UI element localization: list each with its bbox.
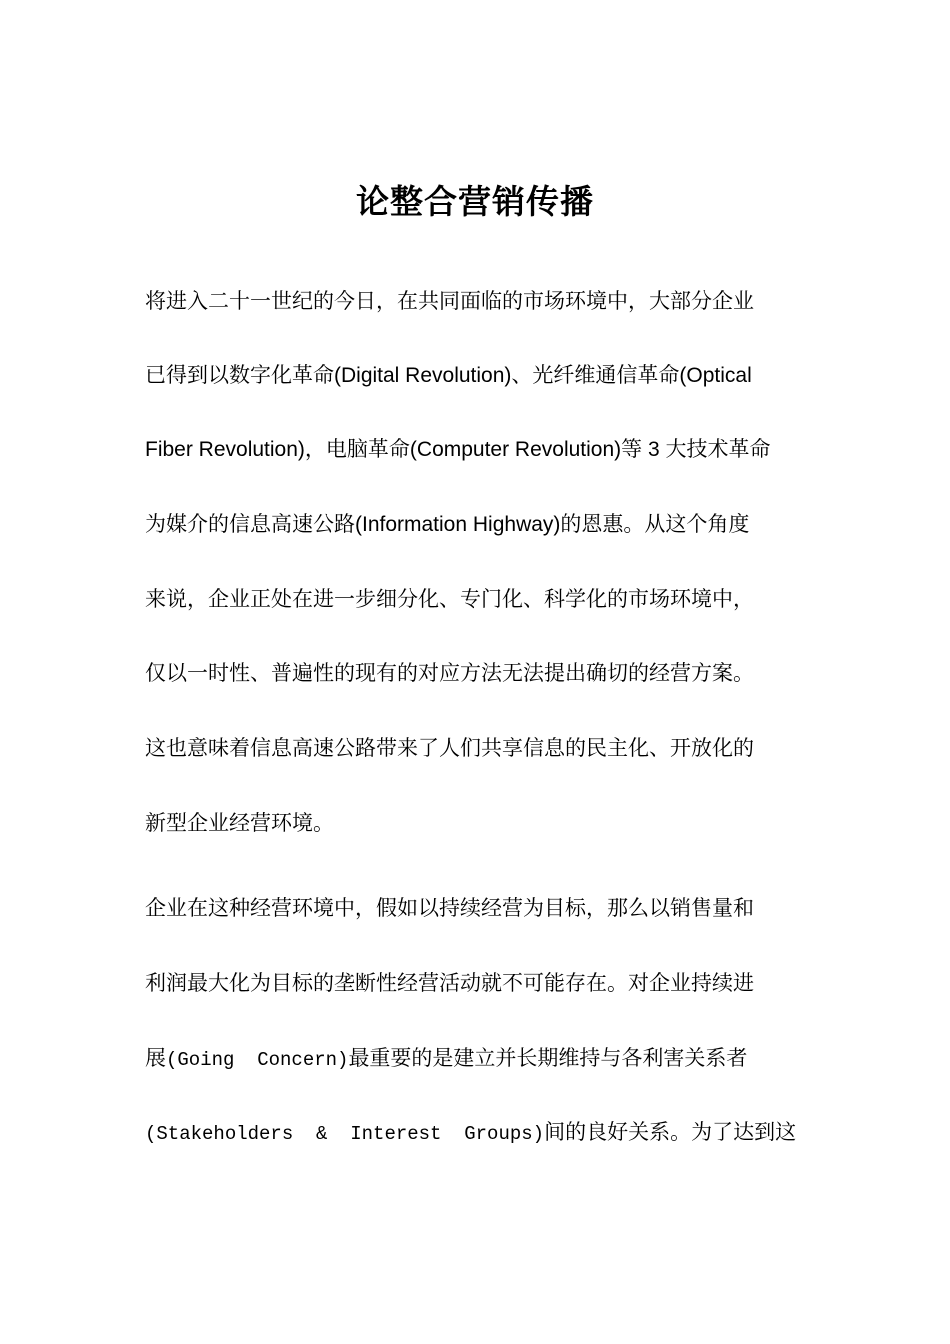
text-run-latin: (Stakeholders & Interest Groups) bbox=[145, 1123, 545, 1145]
text-run: ，电脑革命 bbox=[304, 437, 410, 461]
text-run: 展 bbox=[145, 1046, 166, 1070]
document-title: 论整合营销传播 bbox=[356, 182, 594, 221]
paragraph-1-line-3 bbox=[145, 429, 815, 470]
paragraph-2-line-3 bbox=[145, 1038, 815, 1080]
text-run: 、光纤维通信革命 bbox=[511, 363, 680, 387]
text-run-latin: (Information Highway) bbox=[355, 513, 561, 536]
text-run: 的恩惠。从这个角度 bbox=[560, 512, 750, 536]
text-run-number: 3 bbox=[642, 438, 666, 461]
paragraph-2-line-2: 利润最大化为目标的垄断性经营活动就不可能存在。对企业持续进 bbox=[145, 971, 754, 995]
text-run-latin: (Computer Revolution) bbox=[409, 438, 622, 461]
paragraph-1-line-7: 这也意味着信息高速公路带来了人们共享信息的民主化、开放化的 bbox=[145, 736, 754, 760]
text-run-latin: (Optical bbox=[679, 364, 752, 387]
paragraph-2-line-4 bbox=[145, 1112, 815, 1154]
paragraph-1-line-2 bbox=[145, 355, 815, 396]
text-run: 为媒介的信息高速公路 bbox=[145, 512, 355, 536]
text-run: 最重要的是建立并长期维持与各利害关系者 bbox=[348, 1046, 748, 1070]
paragraph-1-line-5: 来说，企业正处在进一步细分化、专门化、科学化的市场环境中， bbox=[145, 587, 754, 611]
text-run-latin: (Digital Revolution) bbox=[334, 364, 512, 387]
text-run: 间的良好关系。为了达到这 bbox=[544, 1120, 797, 1144]
paragraph-1-line-8: 新型企业经营环境。 bbox=[145, 811, 334, 835]
text-run-latin: (Going Concern) bbox=[166, 1049, 349, 1071]
text-run-latin: Fiber Revolution) bbox=[145, 438, 305, 461]
text-run: 已得到以数字化革命 bbox=[145, 363, 334, 387]
paragraph-2-line-1: 企业在这种经营环境中，假如以持续经营为目标，那么以销售量和 bbox=[145, 896, 754, 920]
paragraph-1-line-1: 将进入二十一世纪的今日，在共同面临的市场环境中，大部分企业 bbox=[145, 289, 754, 313]
paragraph-1-line-4 bbox=[145, 504, 815, 545]
paragraph-1-line-6: 仅以一时性、普遍性的现有的对应方法无法提出确切的经营方案。 bbox=[145, 661, 754, 685]
text-run: 大技术革命 bbox=[665, 437, 771, 461]
text-run: 等 bbox=[621, 437, 643, 461]
